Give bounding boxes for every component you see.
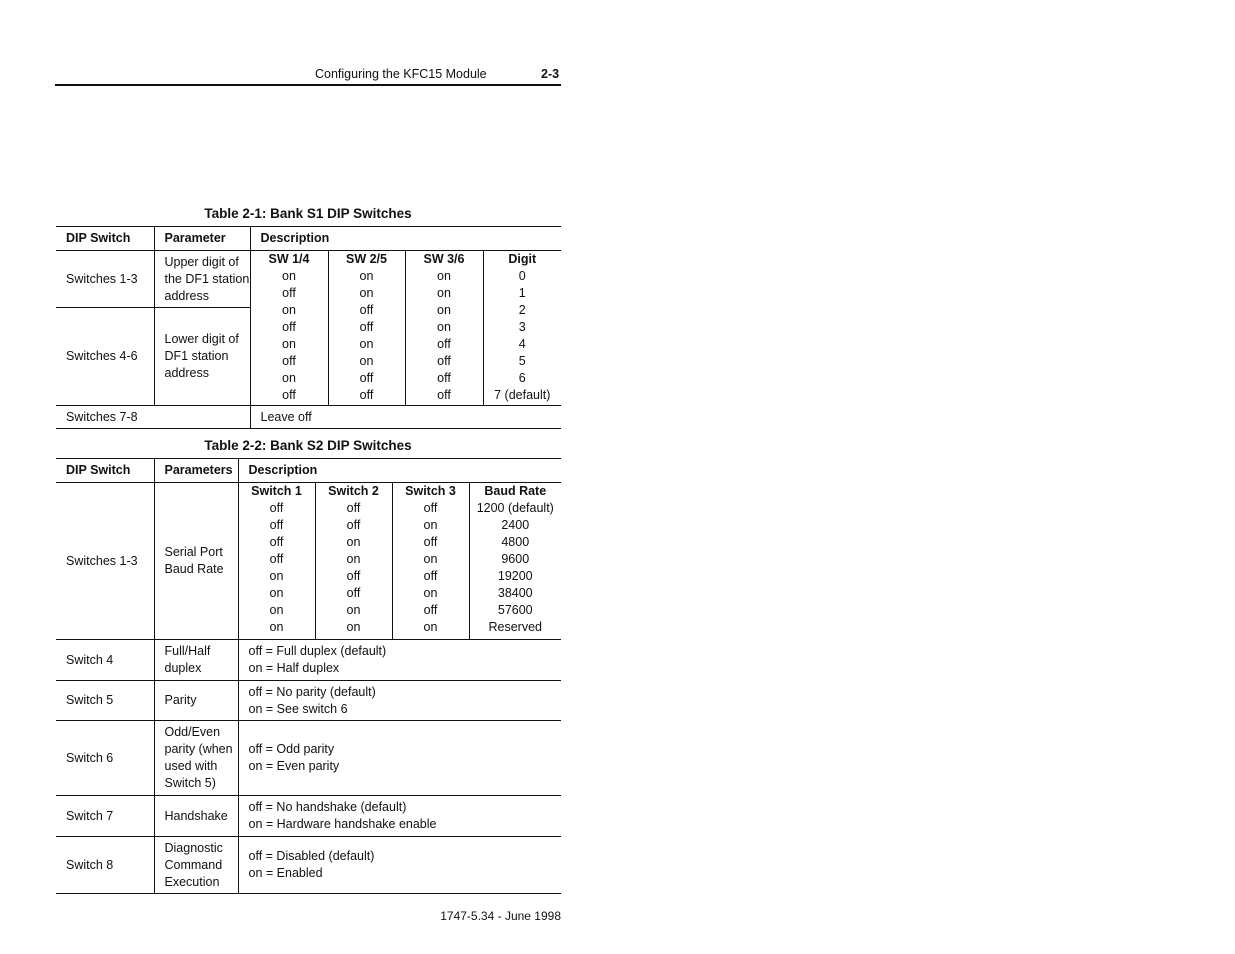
table-row bbox=[56, 483, 561, 640]
running-header-title: Configuring the KFC15 Module bbox=[315, 67, 487, 81]
parameter-cell: Handshake bbox=[154, 796, 238, 837]
parameter-cell: Diagnostic Command Execution bbox=[154, 837, 238, 894]
table-row bbox=[56, 681, 561, 721]
switch1-column: Switch 1 off off off off on on on on bbox=[238, 483, 315, 640]
table-header-row bbox=[56, 459, 561, 483]
footer-doc-id: 1747-5.34 - June 1998 bbox=[440, 909, 561, 923]
col-header-dip-switch: DIP Switch bbox=[66, 231, 131, 245]
sw36-column: SW 3/6 on on on on off off off off bbox=[405, 251, 483, 406]
col-header-parameter: Parameter bbox=[154, 227, 250, 251]
switch-cell: Switch 5 bbox=[66, 693, 114, 707]
digit-column: Digit 0 1 2 3 4 5 6 7 (default) bbox=[483, 251, 561, 406]
col-header-parameters: Parameters bbox=[154, 459, 238, 483]
switch-cell: Switch 6 bbox=[66, 750, 114, 765]
table-row bbox=[56, 796, 561, 837]
switch-cell: Switch 8 bbox=[66, 857, 114, 872]
switch-cell: Switches 1-3 bbox=[66, 553, 138, 568]
parameter-cell: Upper digit of the DF1 station address bbox=[154, 251, 250, 308]
parameter-cell: Serial Port Baud Rate bbox=[154, 483, 238, 640]
parameter-cell: Full/Half duplex bbox=[154, 640, 238, 681]
description-cell: off = No handshake (default) on = Hardware handshake enable bbox=[238, 796, 561, 837]
bank-s2-table bbox=[56, 458, 561, 894]
switch2-column: Switch 2 off off on on off off on on bbox=[315, 483, 392, 640]
parameter-cell: Odd/Even parity (when used with Switch 5) bbox=[154, 721, 238, 796]
switch-cell: Switches 4-6 bbox=[56, 308, 154, 406]
switch-cell: Switches 7-8 bbox=[66, 409, 138, 424]
col-header-description: Description bbox=[250, 227, 561, 251]
table-row bbox=[56, 640, 561, 681]
baud-rate-column: Baud Rate 1200 (default) 2400 4800 9600 19200 38400 57600 Reserved bbox=[469, 483, 561, 640]
switch-cell: Switch 4 bbox=[66, 652, 114, 667]
description-cell: off = Disabled (default) on = Enabled bbox=[238, 837, 561, 894]
description-cell: Leave off bbox=[250, 406, 561, 429]
table-row bbox=[56, 251, 561, 308]
table-row bbox=[56, 406, 561, 429]
table-header-row bbox=[56, 227, 561, 251]
header-rule bbox=[55, 84, 561, 86]
col-header-description: Description bbox=[238, 459, 561, 483]
table-1-caption: Table 2-1: Bank S1 DIP Switches bbox=[204, 206, 412, 221]
switch-cell: Switches 1-3 bbox=[56, 251, 154, 308]
table-row bbox=[56, 837, 561, 894]
bank-s1-table bbox=[56, 226, 561, 429]
table-row bbox=[56, 721, 561, 796]
switch3-column: Switch 3 off on off on off on off on bbox=[392, 483, 469, 640]
description-cell: off = Odd parity on = Even parity bbox=[238, 721, 561, 796]
parameter-cell: Lower digit of DF1 station address bbox=[154, 308, 250, 406]
sw14-column: SW 1/4 on off on off on off on off bbox=[250, 251, 328, 406]
description-cell: off = No parity (default) on = See switch 6 bbox=[238, 681, 561, 721]
page-number: 2-3 bbox=[541, 67, 560, 81]
description-cell: off = Full duplex (default) on = Half duplex bbox=[238, 640, 561, 681]
col-header-dip-switch: DIP Switch bbox=[66, 463, 131, 477]
sw25-column: SW 2/5 on on off off on on off off bbox=[328, 251, 405, 406]
parameter-cell: Parity bbox=[154, 681, 238, 721]
table-2-caption: Table 2-2: Bank S2 DIP Switches bbox=[204, 438, 412, 453]
switch-cell: Switch 7 bbox=[66, 808, 114, 823]
